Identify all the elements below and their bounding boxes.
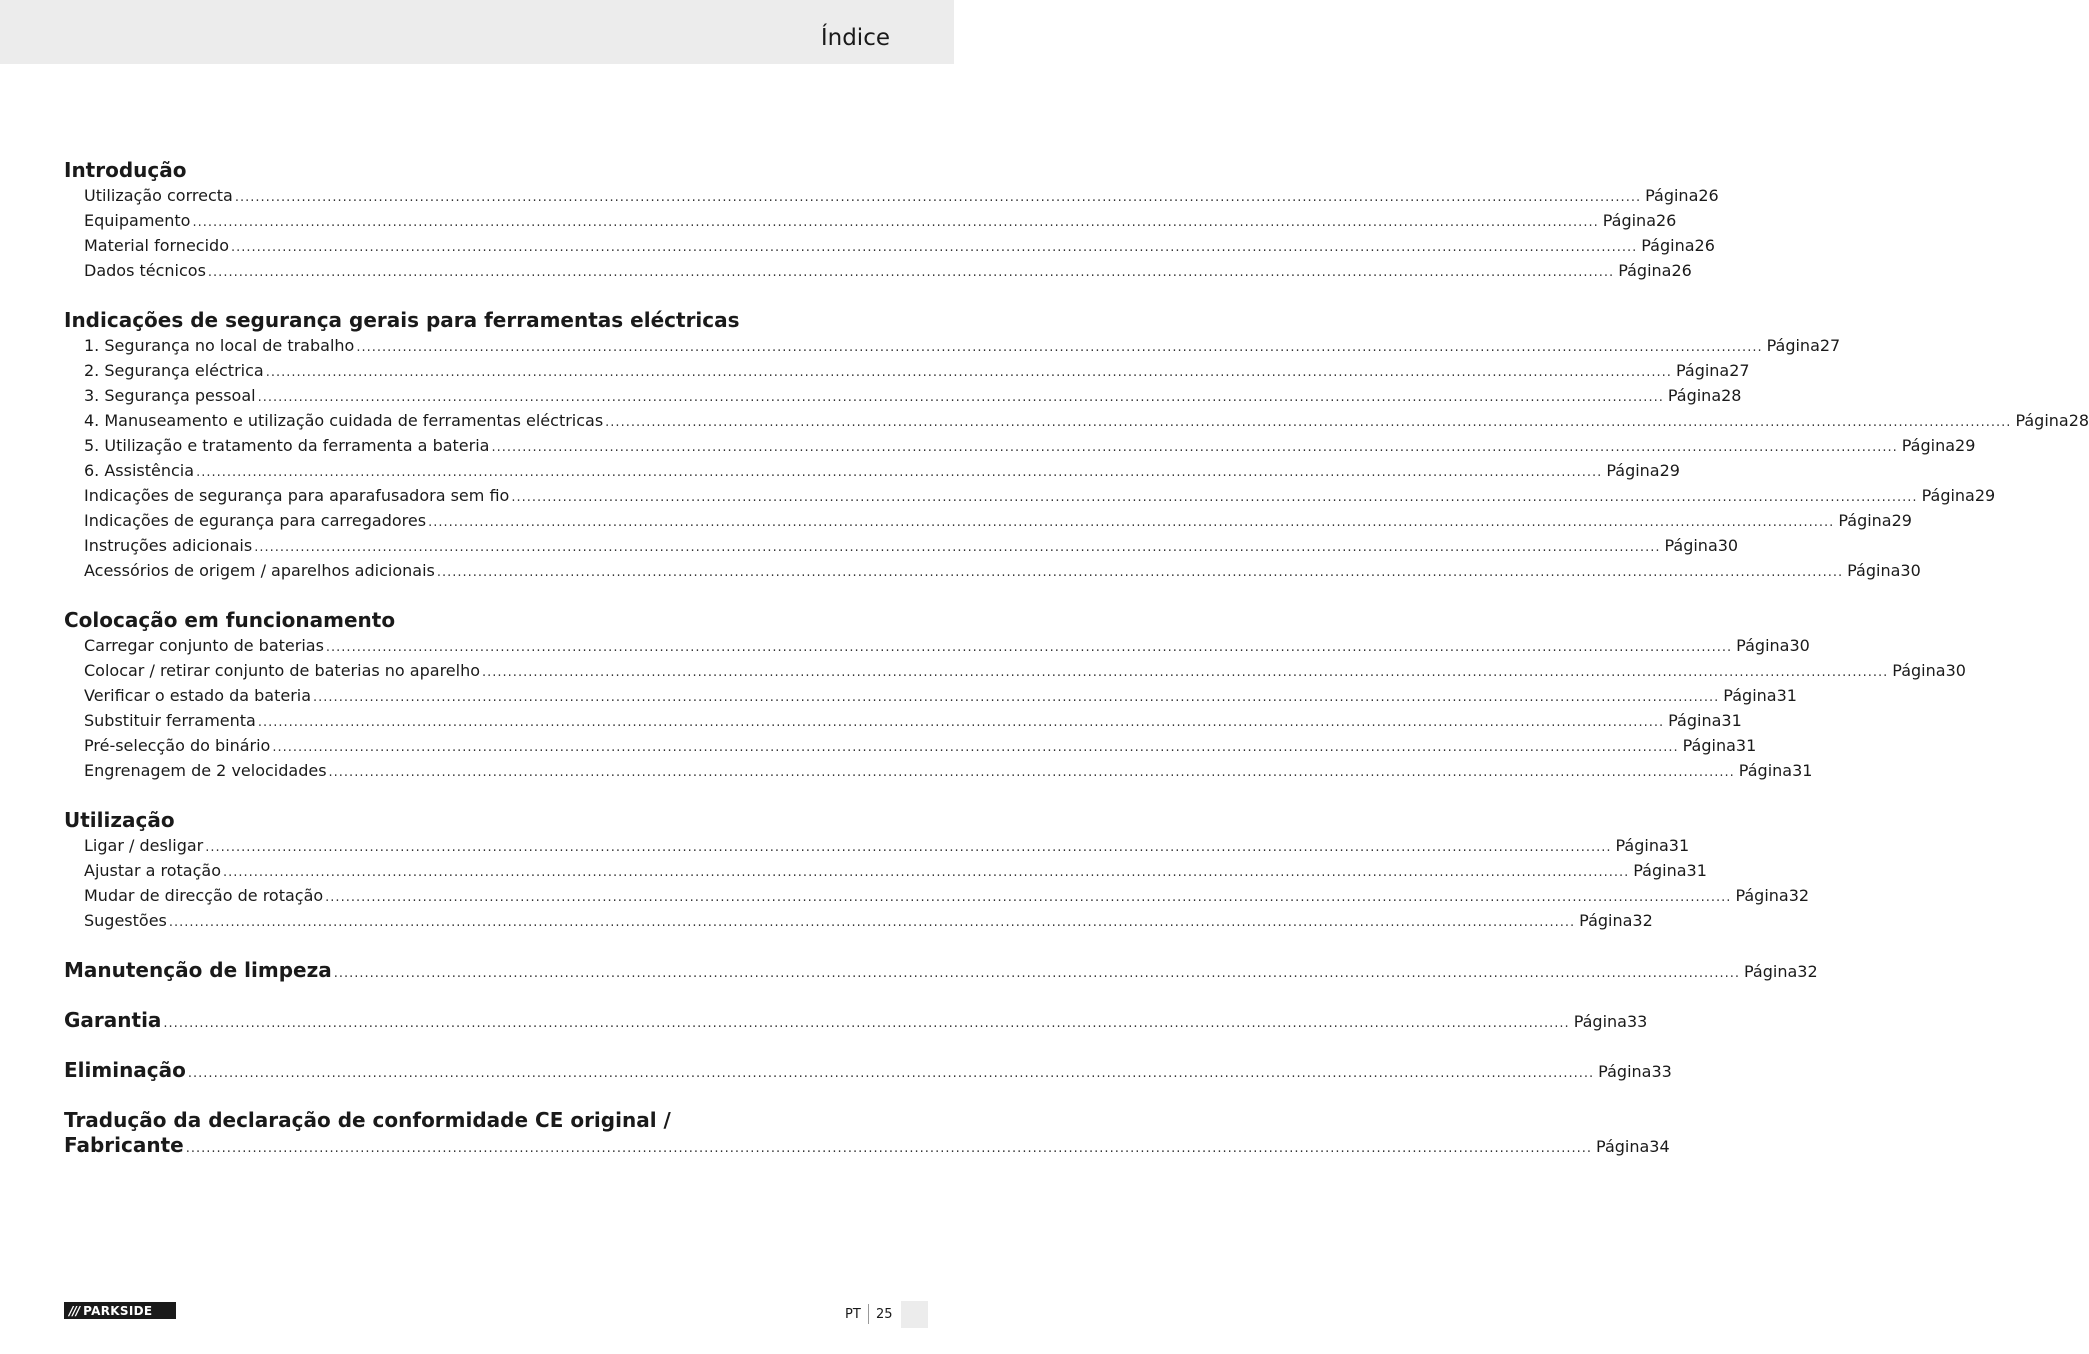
section-gap: [64, 283, 889, 308]
toc-entry[interactable]: [64, 633, 1810, 658]
page-number: 26: [1671, 261, 1692, 280]
page-word: Página: [1668, 711, 1722, 730]
toc-entry[interactable]: [64, 658, 1966, 683]
page-number: 30: [1900, 561, 1921, 580]
page-word: Página: [1618, 261, 1672, 280]
dot-leader: ..................................................................................................................................................................................................................................................................................: [230, 240, 1638, 255]
page-number: 26: [1656, 211, 1677, 230]
entry-label: Indicações de segurança para aparafusadora sem fio: [84, 486, 510, 505]
dot-leader: ..................................................................................................................................................................................................................................................................................: [491, 440, 1898, 455]
entry-label: Verificar o estado da bateria: [84, 686, 312, 705]
toc-entry[interactable]: [64, 408, 2089, 433]
dot-leader: ..................................................................................................................................................................................................................................................................................: [328, 765, 1735, 780]
entry-label: Carregar conjunto de baterias: [84, 636, 324, 655]
page-word: Página: [1579, 911, 1633, 930]
dot-leader: ..................................................................................................................................................................................................................................................................................: [257, 715, 1665, 730]
dot-leader: ..................................................................................................................................................................................................................................................................................: [313, 690, 1720, 705]
dot-leader: ..................................................................................................................................................................................................................................................................................: [436, 565, 1844, 580]
dot-leader: ..................................................................................................................................................................................................................................................................................: [254, 540, 1661, 555]
page-word: Página: [1664, 536, 1718, 555]
page-number: 26: [1698, 186, 1719, 205]
table-of-contents: [64, 158, 2089, 1158]
toc-entry[interactable]: [64, 708, 1742, 733]
page-word: Página: [1743, 962, 1798, 981]
toc-section-manutencao[interactable]: [64, 958, 1818, 983]
toc-entry[interactable]: [64, 908, 1653, 933]
page-number: 29: [1891, 511, 1912, 530]
parkside-logo: [64, 1302, 176, 1319]
dot-leader: ..................................................................................................................................................................................................................................................................................: [192, 215, 1599, 230]
toc-section-declaracao[interactable]: [64, 1133, 1670, 1158]
section-gap: [64, 1033, 889, 1058]
entry-label: Sugestões: [84, 911, 167, 930]
section-gap: [64, 933, 889, 958]
dot-leader: ..................................................................................................................................................................................................................................................................................: [325, 890, 1732, 905]
page-word: Página: [1892, 661, 1946, 680]
page-word: Página: [1645, 186, 1699, 205]
section-heading: Manutenção de limpeza: [64, 958, 332, 982]
toc-entry[interactable]: [64, 258, 1692, 283]
page-number: 29: [1955, 436, 1976, 455]
page-word: Página: [1598, 1062, 1652, 1081]
entry-label: Instruções adicionais: [84, 536, 253, 555]
toc-entry[interactable]: [64, 333, 1841, 358]
section-heading: Colocação em funcionamento: [64, 608, 396, 632]
page-number: 33: [1626, 1012, 1648, 1031]
toc-entry[interactable]: [64, 508, 1912, 533]
entry-label: Utilização correcta: [84, 186, 233, 205]
page-number: 31: [1721, 711, 1742, 730]
page-word: Página: [1596, 1137, 1650, 1156]
toc-entry[interactable]: [64, 383, 1742, 408]
toc-entry[interactable]: [64, 858, 1707, 883]
page-title: Índice: [820, 25, 890, 51]
entry-label: Substituir ferramenta: [84, 711, 256, 730]
page-word: Página: [1735, 886, 1789, 905]
entry-label: Engrenagem de 2 velocidades: [84, 761, 327, 780]
logo-slashes: ///: [69, 1303, 80, 1318]
toc-section-colocacao: [64, 608, 1966, 783]
section-gap: [64, 783, 889, 808]
page-number: 29: [1974, 486, 1996, 505]
page-number: 30: [1717, 536, 1739, 555]
section-gap: [64, 1083, 889, 1108]
toc-entry[interactable]: [64, 183, 1719, 208]
section-heading-line2: Fabricante: [64, 1133, 184, 1157]
page-number: 33: [1651, 1062, 1672, 1081]
header-band: [0, 0, 954, 64]
entry-label: 2. Segurança eléctrica: [84, 361, 264, 380]
page-word: Página: [1675, 361, 1730, 380]
page-word: Página: [1682, 736, 1736, 755]
section-heading: Introdução: [64, 158, 187, 182]
section-heading: Indicações de segurança gerais para ferramentas eléctricas: [64, 308, 740, 332]
section-heading: Garantia: [64, 1008, 162, 1032]
page-number: 30: [1789, 636, 1810, 655]
page-word: Página: [1602, 211, 1656, 230]
page-word: Página: [1838, 511, 1892, 530]
page-number: 32: [1797, 962, 1818, 981]
toc-entry[interactable]: [64, 733, 1757, 758]
toc-entry[interactable]: [64, 558, 1921, 583]
dot-leader: ..................................................................................................................................................................................................................................................................................: [272, 740, 1679, 755]
dot-leader: ..................................................................................................................................................................................................................................................................................: [356, 340, 1763, 355]
page-word: Página: [1633, 861, 1687, 880]
toc-entry[interactable]: [64, 758, 1813, 783]
dot-leader: ..................................................................................................................................................................................................................................................................................: [428, 515, 1835, 530]
toc-entry[interactable]: [64, 358, 1750, 383]
page-number: 32: [1788, 886, 1810, 905]
page-number: 31: [1686, 861, 1707, 880]
section-heading: Eliminação: [64, 1058, 186, 1082]
page-number: 31: [1776, 686, 1797, 705]
dot-leader: ..................................................................................................................................................................................................................................................................................: [196, 465, 1603, 480]
section-gap: [64, 983, 889, 1008]
dot-leader: ..................................................................................................................................................................................................................................................................................: [605, 415, 2012, 430]
logo-brand: PARKSIDE: [83, 1303, 153, 1318]
toc-entry[interactable]: [64, 833, 1690, 858]
page-word: Página: [1847, 561, 1901, 580]
page-number: 26: [1694, 236, 1715, 255]
page-number: 34: [1649, 1137, 1670, 1156]
toc-section-seguranca: [64, 308, 2089, 583]
page-number: 30: [1945, 661, 1966, 680]
page-word: Página: [1667, 386, 1722, 405]
dot-leader: ..................................................................................................................................................................................................................................................................................: [163, 1016, 1570, 1031]
dot-leader: ..................................................................................................................................................................................................................................................................................: [333, 966, 1740, 981]
page-number: 31: [1735, 736, 1757, 755]
section-heading-line1: Tradução da declaração de conformidade CE original /: [64, 1108, 671, 1132]
entry-label: 6. Assistência: [84, 461, 195, 480]
toc-entry[interactable]: [64, 458, 1680, 483]
page-number: 32: [1632, 911, 1653, 930]
page-number: 29: [1659, 461, 1680, 480]
toc-section-introducao: [64, 158, 1719, 283]
page-word: Página: [1723, 686, 1777, 705]
page-word: Página: [2015, 411, 2069, 430]
toc-entry[interactable]: [64, 683, 1797, 708]
dot-leader: ..................................................................................................................................................................................................................................................................................: [265, 365, 1672, 380]
page-word: Página: [1641, 236, 1695, 255]
page-word: Página: [1738, 761, 1793, 780]
entry-label: Indicações de egurança para carregadores: [84, 511, 427, 530]
language-code: PT: [845, 1307, 861, 1322]
entry-label: Ajustar a rotação: [84, 861, 221, 880]
toc-entry[interactable]: [64, 208, 1677, 233]
toc-entry[interactable]: [64, 483, 1996, 508]
entry-label: Material fornecido: [84, 236, 229, 255]
entry-label: Acessórios de origem / aparelhos adicionais: [84, 561, 435, 580]
page-word: Página: [1736, 636, 1790, 655]
entry-label: Equipamento: [84, 211, 191, 230]
entry-label: Ligar / desligar: [84, 836, 204, 855]
entry-label: Mudar de direcção de rotação: [84, 886, 324, 905]
entry-label: 3. Segurança pessoal: [84, 386, 256, 405]
toc-section-utilizacao: [64, 808, 1810, 933]
footer-divider: [868, 1304, 869, 1324]
page-number: 27: [1819, 336, 1841, 355]
dot-leader: ..................................................................................................................................................................................................................................................................................: [511, 490, 1918, 505]
entry-label: Dados técnicos: [84, 261, 206, 280]
dot-leader: ..................................................................................................................................................................................................................................................................................: [207, 265, 1615, 280]
page-word: Página: [1921, 486, 1975, 505]
footer-tab: [901, 1301, 928, 1328]
dot-leader: ..................................................................................................................................................................................................................................................................................: [325, 640, 1733, 655]
entry-label: 4. Manuseamento e utilização cuidada de ferramentas eléctricas: [84, 411, 604, 430]
entry-label: Pré-selecção do binário: [84, 736, 271, 755]
toc-entry[interactable]: [64, 883, 1810, 908]
page-number: 31: [1792, 761, 1813, 780]
page-word: Página: [1766, 336, 1820, 355]
dot-leader: ..................................................................................................................................................................................................................................................................................: [222, 865, 1630, 880]
dot-leader: ..................................................................................................................................................................................................................................................................................: [234, 190, 1642, 205]
page-number: 28: [2068, 411, 2089, 430]
toc-section-garantia[interactable]: [64, 1008, 1648, 1033]
entry-label: 5. Utilização e tratamento da ferramenta a bateria: [84, 436, 490, 455]
dot-leader: ..................................................................................................................................................................................................................................................................................: [185, 1141, 1593, 1156]
dot-leader: ..................................................................................................................................................................................................................................................................................: [205, 840, 1612, 855]
page-number: 27: [1729, 361, 1750, 380]
page-word: Página: [1901, 436, 1956, 455]
section-heading: Utilização: [64, 808, 175, 832]
toc-entry[interactable]: [64, 233, 1715, 258]
entry-label: Colocar / retirar conjunto de baterias no aparelho: [84, 661, 481, 680]
page-word: Página: [1606, 461, 1660, 480]
entry-label: 1. Segurança no local de trabalho: [84, 336, 355, 355]
page-word: Página: [1573, 1012, 1627, 1031]
dot-leader: ..................................................................................................................................................................................................................................................................................: [168, 915, 1576, 930]
toc-entry[interactable]: [64, 533, 1739, 558]
page-number: 28: [1721, 386, 1742, 405]
dot-leader: ..................................................................................................................................................................................................................................................................................: [257, 390, 1664, 405]
dot-leader: ..................................................................................................................................................................................................................................................................................: [482, 665, 1889, 680]
toc-section-eliminacao[interactable]: [64, 1058, 1672, 1083]
page-word: Página: [1615, 836, 1669, 855]
dot-leader: ..................................................................................................................................................................................................................................................................................: [187, 1066, 1595, 1081]
section-gap: [64, 583, 889, 608]
page-number: 31: [1668, 836, 1690, 855]
page-number-footer: 25: [876, 1307, 893, 1322]
toc-entry[interactable]: [64, 433, 1976, 458]
